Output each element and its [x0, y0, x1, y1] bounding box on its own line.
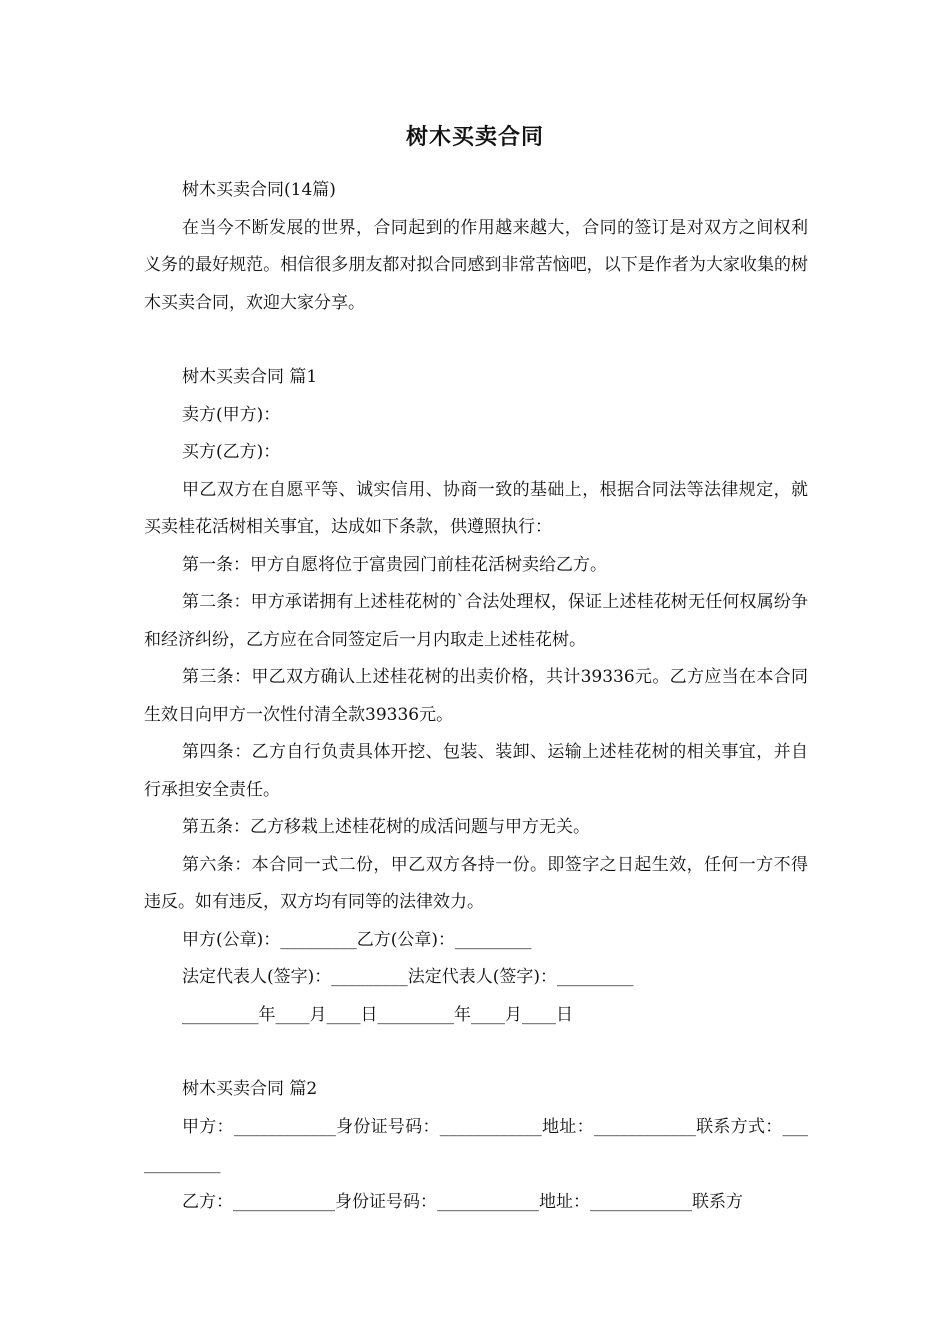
section-spacer — [144, 322, 808, 359]
clause-5: 第五条：乙方移栽上述桂花树的成活问题与甲方无关。 — [182, 817, 590, 837]
clause-6: 第六条：本合同一式二份，甲乙双方各持一份。即签字之日起生效，任何一方不得违反。如有违反，双方均有同等的法律效力。 — [144, 854, 808, 912]
seal-line: 甲方(公章)：_________乙方(公章)：_________ — [182, 929, 532, 950]
section-spacer — [144, 1034, 808, 1071]
document-body — [144, 172, 808, 1221]
buyer-line: 买方(乙方)： — [182, 442, 281, 462]
section-heading-2: 树木买卖合同 篇2 — [182, 1079, 318, 1099]
section-heading-1: 树木买卖合同 篇1 — [182, 367, 318, 387]
date-line: _________年____月____日_________年____月____日 — [182, 1004, 573, 1025]
party-b-info: 乙方：____________身份证号码：____________地址：____________联系方 — [182, 1191, 743, 1212]
seller-line: 卖方(甲方)： — [182, 404, 281, 425]
intro-paragraph: 在当今不断发展的世界，合同起到的作用越来越大，合同的签订是对双方之间权利义务的最好规范。相信很多朋友都对拟合同感到非常苦恼吧，以下是作者为大家收集的树木买卖合同，欢迎大家分享。 — [144, 217, 808, 313]
signature-line: 法定代表人(签字)：_________法定代表人(签字)：_________ — [182, 967, 634, 987]
document-title: 树木买卖合同 — [405, 124, 544, 150]
subtitle-paragraph: 树木买卖合同(14篇) — [182, 180, 336, 200]
clause-4: 第四条：乙方自行负责具体开挖、包装、装卸、运输上述桂花树的相关事宜，并自行承担安全责任。 — [144, 742, 808, 800]
clause-2: 第二条：甲方承诺拥有上述桂花树的`合法处理权，保证上述桂花树无任何权属纷争和经济纠纷，乙方应在合同签定后一月内取走上述桂花树。 — [144, 592, 808, 650]
party-a-info: 甲方：____________身份证号码：____________地址：____________联系方式：____________ — [144, 1116, 808, 1174]
clause-3: 第三条：甲乙双方确认上述桂花树的出卖价格，共计39336元。乙方应当在本合同生效日向甲方一次性付清全款39336元。 — [144, 667, 808, 725]
clause-1: 第一条：甲方自愿将位于富贵园门前桂花活树卖给乙方。 — [182, 554, 607, 575]
preamble-paragraph: 甲乙双方在自愿平等、诚实信用、协商一致的基础上，根据合同法等法律规定，就买卖桂花活树相关事宜，达成如下条款，供遵照执行： — [144, 479, 808, 537]
